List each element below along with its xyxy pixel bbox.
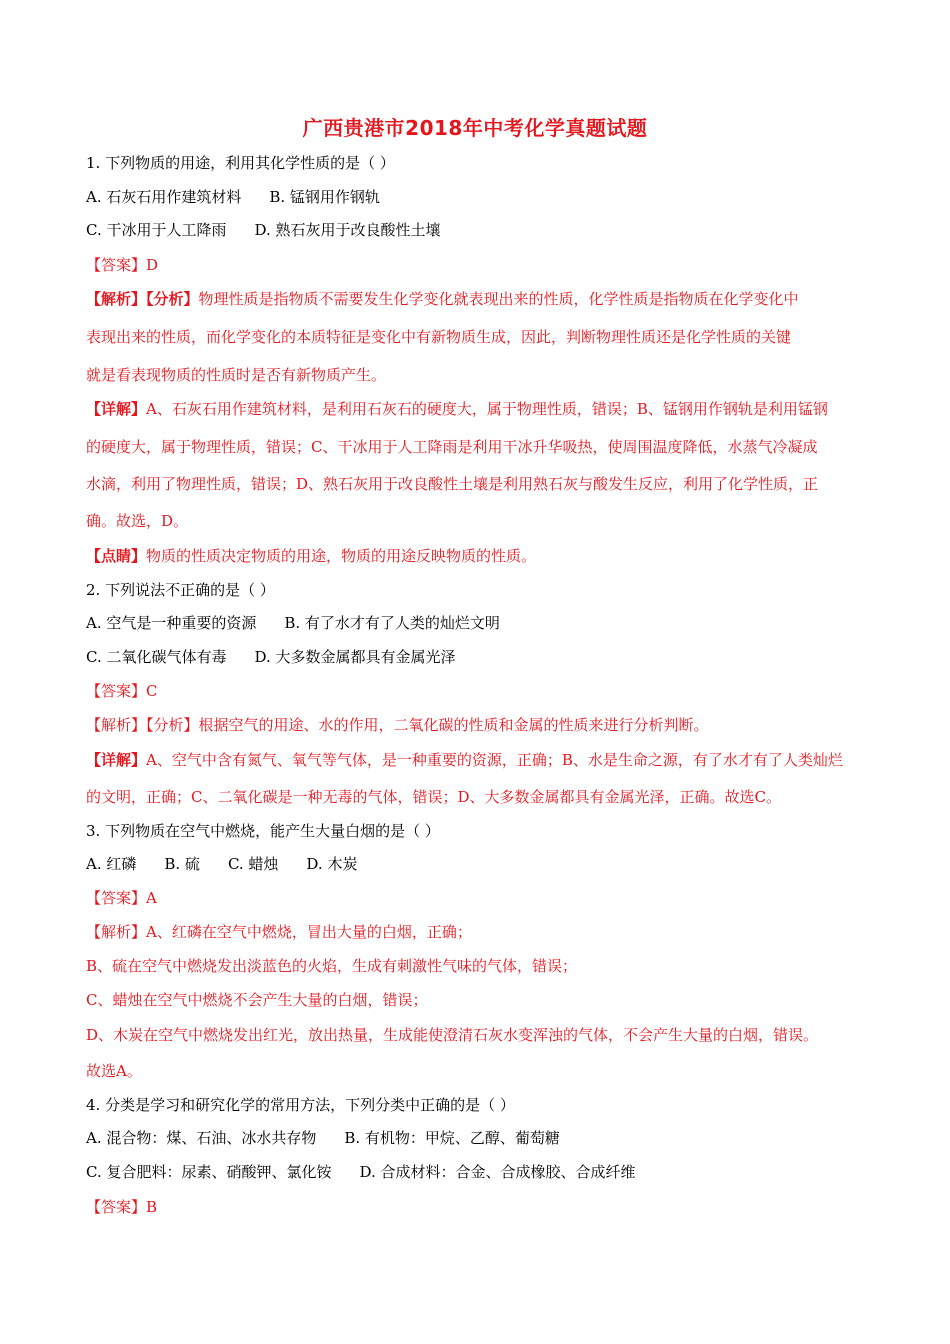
- question-1-options-row-2: [86, 219, 876, 241]
- document-title: 广西贵港市2018年中考化学真题试题: [302, 116, 648, 140]
- answer-tag: 【答案】: [86, 256, 147, 274]
- question-2-options-row-2: [86, 646, 876, 668]
- option-b: B. 硫: [164, 855, 200, 873]
- question-3-analysis-line-5: 故选A。: [86, 1062, 142, 1080]
- question-3-answer: [86, 887, 876, 909]
- analysis-text: 根据空气的用途、水的作用，二氧化碳的性质和金属的性质来进行分析判断。: [198, 716, 709, 734]
- detail-text: A、石灰石用作建筑材料，是利用石灰石的硬度大，属于物理性质，错误；B、锰钢用作钢轨是利用锰钢: [146, 400, 828, 418]
- option-c: C. 复合肥料：尿素、硝酸钾、氯化铵: [86, 1163, 332, 1181]
- option-d: D. 熟石灰用于改良酸性土壤: [254, 221, 441, 239]
- question-4-options-row-1: [86, 1127, 876, 1149]
- question-2-options-row-1: [86, 612, 876, 634]
- question-2-stem: 2. 下列说法不正确的是（ ）: [86, 581, 275, 599]
- option-a: A. 石灰石用作建筑材料: [86, 188, 242, 206]
- option-b: B. 有了水才有了人类的灿烂文明: [284, 614, 500, 632]
- question-4-options-row-2: [86, 1161, 876, 1183]
- question-1-answer: [86, 254, 876, 276]
- answer-value: C: [146, 682, 158, 700]
- option-c: C. 干冰用于人工降雨: [86, 221, 227, 239]
- question-1-detail-line-3: 水滴，利用了物理性质，错误；D、熟石灰用于改良酸性土壤是利用熟石灰与酸发生反应，利用了化学性质，正: [86, 475, 819, 493]
- question-1-options-row-1: [86, 186, 876, 208]
- answer-tag: 【答案】: [86, 889, 147, 907]
- question-3-analysis-line-1: [86, 921, 876, 943]
- option-a: A. 混合物：煤、石油、冰水共存物: [86, 1129, 317, 1147]
- question-3-analysis-line-4: D、木炭在空气中燃烧发出红光，放出热量，生成能使澄清石灰水变浑浊的气体，不会产生大量的白烟，错误。: [86, 1026, 819, 1044]
- question-1-stem: 1. 下列物质的用途，利用其化学性质的是（ ）: [86, 154, 395, 172]
- analysis-text: A、红磷在空气中燃烧，冒出大量的白烟，正确；: [146, 923, 472, 941]
- option-c: C. 二氧化碳气体有毒: [86, 648, 227, 666]
- option-d: D. 木炭: [306, 855, 358, 873]
- question-1-detail-line-1: [86, 398, 876, 420]
- option-a: A. 空气是一种重要的资源: [86, 614, 257, 632]
- analysis-tag: 【解析】【分析】: [86, 716, 199, 734]
- detail-tag: 【详解】: [86, 751, 147, 769]
- question-4-answer: [86, 1196, 876, 1218]
- analysis-text: 物理性质是指物质不需要发生化学变化就表现出来的性质，化学性质是指物质在化学变化中: [198, 290, 799, 308]
- question-1-comment: [86, 545, 876, 567]
- answer-value: B: [146, 1198, 158, 1216]
- question-3-stem: 3. 下列物质在空气中燃烧，能产生大量白烟的是（ ）: [86, 822, 440, 840]
- option-d: D. 大多数金属都具有金属光泽: [254, 648, 456, 666]
- option-c: C. 蜡烛: [227, 855, 279, 873]
- question-1-analysis-line-3: 就是看表现物质的性质时是否有新物质产生。: [86, 366, 387, 384]
- option-b: B. 锰钢用作钢轨: [269, 188, 380, 206]
- analysis-tag: 【解析】: [86, 923, 147, 941]
- question-2-answer: [86, 680, 876, 702]
- question-1-detail-line-2: 的硬度大，属于物理性质，错误；C、干冰用于人工降雨是利用干冰升华吸热，使周围温度降低，水蒸气冷凝成: [86, 438, 818, 456]
- question-3-analysis-line-2: B、硫在空气中燃烧发出淡蓝色的火焰，生成有刺激性气味的气体，错误；: [86, 957, 578, 975]
- question-3-options-row: [86, 853, 876, 875]
- question-1-analysis-line-1: [86, 288, 876, 310]
- question-4-stem: 4. 分类是学习和研究化学的常用方法，下列分类中正确的是（ ）: [86, 1096, 515, 1114]
- answer-tag: 【答案】: [86, 1198, 147, 1216]
- question-1-analysis-line-2: 表现出来的性质，而化学变化的本质特征是变化中有新物质生成，因此，判断物理性质还是化学性质的关键: [86, 328, 792, 346]
- question-2-detail-line-2: 的文明，正确；C、二氧化碳是一种无毒的气体，错误；D、大多数金属都具有金属光泽，正确。故选C。: [86, 788, 781, 806]
- option-d: D. 合成材料：合金、合成橡胶、合成纤维: [359, 1163, 636, 1181]
- answer-value: A: [146, 889, 157, 907]
- question-1-detail-line-4: 确。故选，D。: [86, 512, 189, 530]
- comment-tag: 【点睛】: [86, 547, 147, 565]
- answer-tag: 【答案】: [86, 682, 147, 700]
- comment-text: 物质的性质决定物质的用途，物质的用途反映物质的性质。: [146, 547, 537, 565]
- detail-text: A、空气中含有氮气、氧气等气体，是一种重要的资源，正确；B、水是生命之源，有了水才有了人类灿烂: [146, 751, 843, 769]
- detail-tag: 【详解】: [86, 400, 147, 418]
- question-3-analysis-line-3: C、蜡烛在空气中燃烧不会产生大量的白烟，错误；: [86, 991, 428, 1009]
- question-2-detail-line-1: [86, 749, 876, 771]
- answer-value: D: [146, 256, 159, 274]
- option-a: A. 红磷: [86, 855, 137, 873]
- option-b: B. 有机物：甲烷、乙醇、葡萄糖: [344, 1129, 560, 1147]
- analysis-tag: 【解析】【分析】: [86, 290, 199, 308]
- question-2-analysis: [86, 714, 876, 736]
